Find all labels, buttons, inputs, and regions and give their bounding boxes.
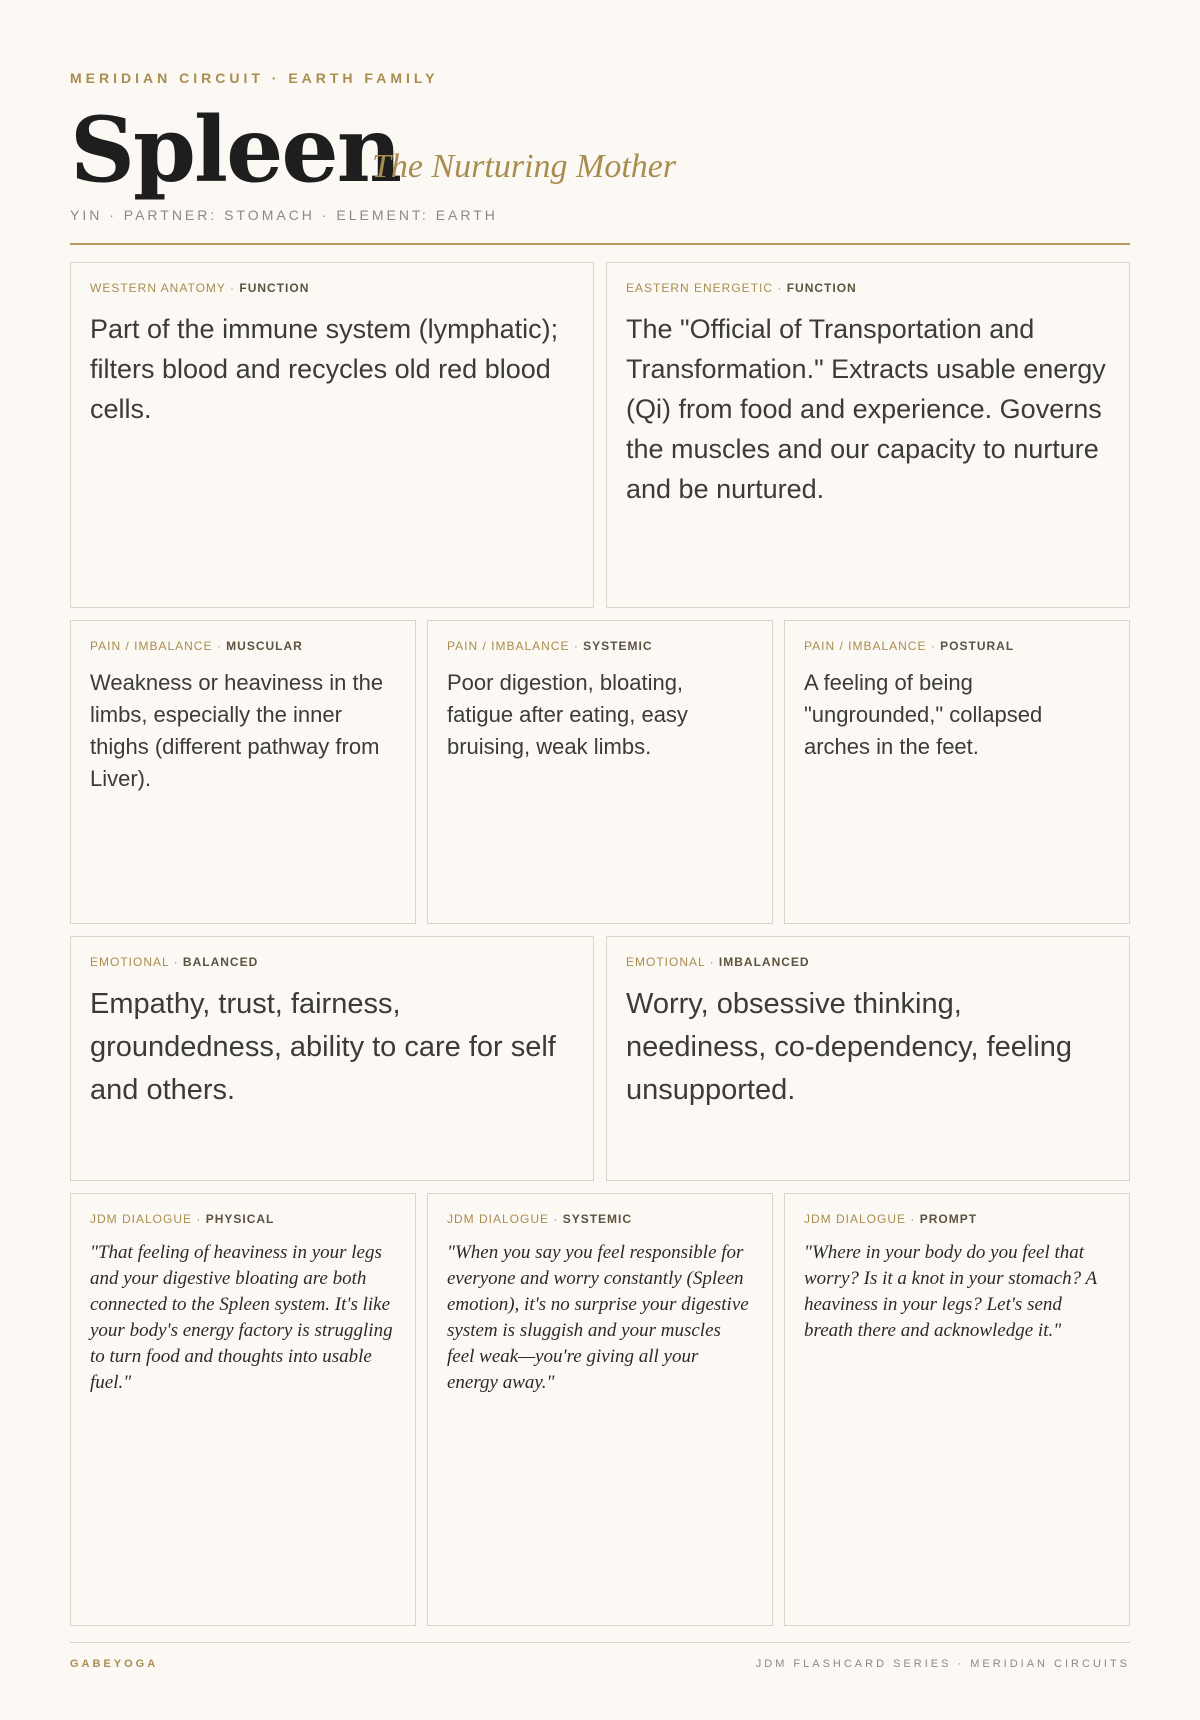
title-row	[70, 97, 1130, 203]
card-jdm-systemic	[427, 1193, 773, 1626]
card-emotional-imbalanced	[606, 936, 1130, 1181]
card-label: EASTERN ENERGETIC · FUNCTION	[626, 281, 857, 295]
card-western-anatomy	[70, 262, 594, 608]
card-jdm-prompt	[784, 1193, 1130, 1626]
card-label: PAIN / IMBALANCE · POSTURAL	[804, 639, 1015, 653]
card-category: PAIN / IMBALANCE	[804, 639, 927, 653]
card-category: EASTERN ENERGETIC	[626, 281, 774, 295]
card-tag: IMBALANCED	[718, 955, 810, 969]
card-category: JDM DIALOGUE	[90, 1212, 193, 1226]
card-jdm-physical	[70, 1193, 416, 1626]
card-quote: "That feeling of heaviness in your legs and your digestive bloating are both connected to the Spleen system. It's like your body's energy factory is struggling to turn food and thoughts into usable fuel."	[90, 1242, 393, 1393]
card-category: WESTERN ANATOMY	[90, 281, 226, 295]
card-label: PAIN / IMBALANCE · MUSCULAR	[90, 639, 303, 653]
footer-brand: GABEYOGA	[70, 1658, 159, 1670]
card-label: PAIN / IMBALANCE · SYSTEMIC	[447, 639, 653, 653]
card-category: JDM DIALOGUE	[447, 1212, 550, 1226]
card-text: Poor digestion, bloating, fatigue after eating, easy bruising, weak limbs.	[447, 670, 688, 759]
card-text: Worry, obsessive thinking, neediness, co-dependency, feeling unsupported.	[626, 988, 1073, 1106]
meta-line: YIN · PARTNER: STOMACH · ELEMENT: EARTH	[70, 207, 498, 223]
card-text: The "Official of Transportation and Transformation." Extracts usable energy (Qi) from food and experience. Governs the muscles and our capacity to nurture and be nurtured.	[626, 314, 1106, 504]
card-tag: PHYSICAL	[205, 1212, 275, 1226]
card-text: Part of the immune system (lymphatic); filters blood and recycles old red blood cells.	[90, 314, 559, 424]
card-label: EMOTIONAL · BALANCED	[90, 955, 259, 969]
page-title: Spleen	[70, 97, 401, 203]
card-category: JDM DIALOGUE	[804, 1212, 907, 1226]
card-text: Weakness or heaviness in the limbs, especially the inner thighs (different pathway from Liver).	[90, 670, 384, 791]
header-divider	[70, 243, 1130, 245]
card-tag: SYSTEMIC	[562, 1212, 633, 1226]
card-text: Empathy, trust, fairness, groundedness, ability to care for self and others.	[90, 988, 556, 1106]
card-tag: SYSTEMIC	[583, 639, 653, 653]
footer-divider	[70, 1642, 1130, 1643]
card-quote: "When you say you feel responsible for everyone and worry constantly (Spleen emotion), it's no surprise your digestive system is sluggish and your muscles feel weak—you're giving all your energy away."	[447, 1242, 749, 1393]
card-emotional-balanced	[70, 936, 594, 1181]
page-subtitle: The Nurturing Mother	[372, 148, 677, 185]
card-tag: FUNCTION	[786, 281, 857, 295]
card-tag: PROMPT	[919, 1212, 978, 1226]
card-pain-postural	[784, 620, 1130, 924]
card-label: JDM DIALOGUE · PHYSICAL	[90, 1212, 275, 1226]
card-tag: MUSCULAR	[226, 639, 303, 653]
card-text: A feeling of being "ungrounded," collapsed arches in the feet.	[804, 670, 1043, 759]
card-pain-systemic	[427, 620, 773, 924]
card-tag: FUNCTION	[239, 281, 310, 295]
eyebrow: MERIDIAN CIRCUIT · EARTH FAMILY	[70, 70, 439, 86]
card-category: PAIN / IMBALANCE	[90, 639, 213, 653]
card-pain-muscular	[70, 620, 416, 924]
card-category: EMOTIONAL	[626, 955, 706, 969]
card-label: JDM DIALOGUE · PROMPT	[804, 1212, 978, 1226]
card-tag: BALANCED	[182, 955, 259, 969]
card-category: PAIN / IMBALANCE	[447, 639, 570, 653]
card-label: WESTERN ANATOMY · FUNCTION	[90, 281, 310, 295]
card-tag: POSTURAL	[940, 639, 1015, 653]
card-quote: "Where in your body do you feel that worry? Is it a knot in your stomach? A heaviness in your legs? Let's send breath there and acknowledge it."	[804, 1242, 1097, 1341]
card-label: JDM DIALOGUE · SYSTEMIC	[447, 1212, 633, 1226]
card-eastern-energetic	[606, 262, 1130, 608]
footer-series: JDM FLASHCARD SERIES · MERIDIAN CIRCUITS	[755, 1658, 1130, 1670]
card-category: EMOTIONAL	[90, 955, 170, 969]
card-label: EMOTIONAL · IMBALANCED	[626, 955, 810, 969]
